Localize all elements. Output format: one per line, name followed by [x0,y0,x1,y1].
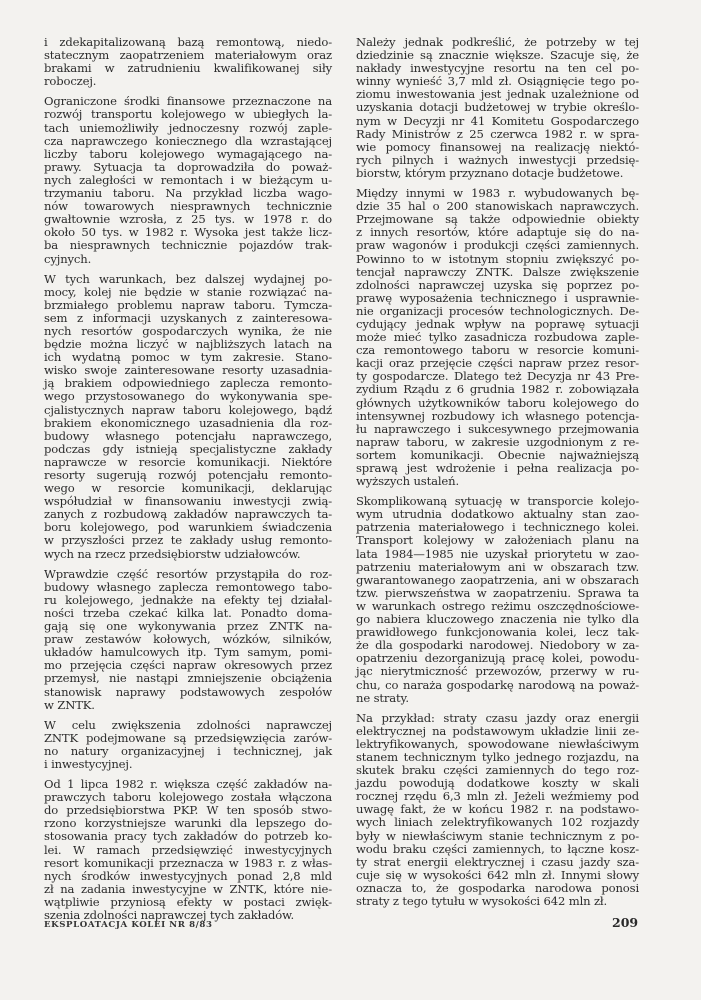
text-line: z innych resortów, które adaptuje się do na- [356,225,639,240]
text-line: budowy własnego zaplecza remontowego tabo- [44,579,332,594]
text-line: boru kolejowego, pod warunkiem świadczenia [44,520,332,535]
text-line: w ZNTK. [44,697,95,712]
text-line: wyższych ustaleń. [356,474,459,489]
text-line: stanowisk naprawy podstawowych zespołów [44,684,332,699]
text-line: napraw taboru, w zakresie uzgodnionym z re- [356,434,639,449]
text-line: prawę wyposażenia technicznego i usprawnie- [356,290,639,305]
text-line: w warunkach ostrego reżimu oszczędnościowe- [356,598,639,613]
text-line: sem z informacji uzyskanych z zainteresowa- [44,310,332,325]
text-line: dziedzinie są znacznie większe. Szacuje się, że [356,48,639,63]
text-line: Na przykład: straty czasu jazdy oraz energii [356,710,639,725]
text-line: zanych z rozbudową zakładów naprawczych ta- [44,507,332,522]
text-line: i zdekapitalizowaną bazą remontową, niedo- [44,35,332,49]
text-line: jazdu powodują dodatkowe koszty w skali [356,776,639,791]
text-line: no natury organizacyjnej i technicznej, jak [44,743,332,758]
right-column [356,36,639,915]
text-line: lata 1984—1985 nie uzyskał priorytetu w zao- [356,546,639,561]
text-line: oznacza to, że gospodarka narodowa ponosi [356,880,639,895]
text-line: przemysł, nie nastąpi zmniejszenie obciążenia [44,671,332,686]
text-line: cjalistycznych napraw taboru kolejowego, bądź [44,402,332,417]
text-line: podczas gdy istnieją specjalistyczne zakłady [44,441,332,456]
text-line: Od 1 lipca 1982 r. większa część zakładów na- [44,777,332,792]
text-line: rozwój transportu kolejowego w ubiegłych la- [44,107,332,122]
paragraph [44,778,332,922]
text-line: patrzenia materiałowego i technicznego kolei. [356,520,639,535]
text-line: Skomplikowaną sytuację w transporcie kolejo- [356,494,639,509]
text-line: głównych użytkowników taboru kolejowego do [356,395,639,410]
text-line: chu, co naraża gospodarkę narodową na poważ- [356,677,639,692]
text-line: zł na zadania inwestycyjne w ZNTK, które nie- [44,881,332,896]
text-line: nów towarowych niesprawnych technicznie [44,199,332,214]
paragraph [44,568,332,712]
text-line: Powinno to w istotnym stopniu zwiększyć po- [356,251,639,266]
text-line: intensywnej rozbudowy ich własnego potencja- [356,408,639,423]
text-line: ją brakiem odpowiedniego zaplecza remonto- [44,376,332,391]
text-line: prawy. Sytuacja ta doprowadziła do poważ- [44,159,332,174]
text-line: tencjał naprawczy ZNTK. Dalsze zwiększenie [356,264,639,279]
text-line: nych resortów gospodarczych wynika, że nie [44,323,332,338]
text-line: będzie można liczyć w najbliższych latach na [44,337,332,352]
paragraph [356,495,639,705]
text-line: Między innymi w 1983 r. wybudowanych bę- [356,186,639,201]
text-line: wie pomocy finansowej na realizację niektó- [356,139,639,154]
text-line: brzmiałego problemu napraw taboru. Tymcza- [44,297,332,312]
text-line: gwałtownie wzrosła, z 25 tys. w 1978 r. do [44,212,332,227]
text-line: Rady Ministrów z 25 czerwca 1982 r. w spra- [356,126,639,141]
text-line: lei. W ramach przedsięwzięć inwestycyjnych [44,842,332,857]
text-line: uwagę fakt, że w końcu 1982 r. na podstawo- [356,802,639,817]
text-line: cza naprawczego koniecznego dla wzrastającej [44,133,332,148]
text-line: trzymaniu taboru. Na przykład liczba wago- [44,186,332,201]
text-line: tzw. pierwszeństwa w zaopatrzeniu. Sprawa ta [356,585,639,600]
text-line: naprawcze w resorcie komunikacji. Niektóre [44,454,332,469]
text-line: sortem komunikacji. Obecnie najważniejszą [356,447,639,462]
text-line: nie organizacji procesów technologicznych. De- [356,303,639,318]
text-line: patrzeniu materiałowym ani w obszarach tzw. [356,559,639,574]
text-line: gwarantowanego zaopatrzenia, ani w obszarach [356,572,639,587]
text-line: wego przystosowanego do wykonywania spe- [44,389,332,404]
text-line: uzyskania dotacji budżetowej w trybie określo- [356,100,639,115]
text-line: Należy jednak podkreślić, że potrzeby w tej [356,35,639,49]
text-line: statecznym zaopatrzeniem materiałowym oraz [44,48,332,63]
text-line: jąc nierytmiczność przewozów, przerwy w ru- [356,664,639,679]
text-line: opatrzeniu dezorganizują pracę kolei, powodu- [356,651,639,666]
text-line: szenia zdolności naprawczej tych zakładów. [44,908,295,922]
text-line: stosowania pracy tych zakładów do potrzeb ko- [44,829,332,844]
text-line: roboczej. [44,74,97,89]
text-line: wisko swoje zainteresowane resorty uzasadnia- [44,363,332,378]
text-line: ru kolejowego, jednakże na efekty tej działal- [44,592,332,607]
text-line: nych zaległości w remontach i w bieżącym u- [44,172,332,187]
text-line: gają się one wykonywania przez ZNTK na- [44,619,332,634]
text-line: Transport kolejowy w założeniach planu na [356,533,639,548]
text-line: około 50 tys. w 1982 r. Wysoka jest także licz- [44,225,332,240]
text-line: cza remontowego taboru w resorcie komuni- [356,343,639,358]
text-line: i inwestycyjnej. [44,756,133,771]
text-line: liczby taboru kolejowego wymagającego na- [44,146,332,161]
text-line: że dla gospodarki narodowej. Niedobory w za- [356,638,639,653]
text-line: praw wagonów i produkcji części zamiennych. [356,238,639,253]
text-line: ności trzeba czekać kilka lat. Ponadto doma- [44,605,332,620]
text-line: cuje się w wysokości 642 mln zł. Innymi słowy [356,867,639,882]
text-line: wątpliwie przyniosą efekty w postaci zwięk- [44,894,332,909]
text-line: brakiem ekonomicznego uzasadnienia dla roz- [44,415,332,430]
text-line: cyjnych. [44,251,92,266]
text-line: tach uniemożliwiły jednoczesny rozwój zaple- [44,120,332,135]
journal-footer: EKSPLOATACJA KOLEI NR 8/83 [44,920,213,930]
text-line: ne straty. [356,690,409,705]
paragraph [356,187,639,488]
text-line: sprawą jest wdrożenie i pełna realizacja po- [356,461,639,475]
text-line: skutek braku części zamiennych do tego roz- [356,763,639,778]
text-line: go nabiera kluczowego znaczenia nie tylko dla [356,612,639,627]
text-line: wego w resorcie komunikacji, deklarując [44,481,332,496]
text-line: stanem technicznym tylko jednego rozjazdu, na [356,749,639,764]
page-number: 209 [612,915,639,930]
paragraph [44,36,332,88]
text-line: nym w Decyzji nr 41 Komitetu Gospodarczego [356,113,639,128]
text-line: wym utrudnia dodatkowo aktualny stan zao- [356,507,639,522]
text-line: układów hamulcowych itp. Tym samym, pomi- [44,645,332,660]
text-line: ty strat energii elektrycznej i czasu jazdy sza- [356,854,639,869]
text-line: straty z tego tytułu w wysokości 642 mln zł. [356,894,608,908]
text-line: praw zestawów kołowych, wózków, silników, [44,632,332,647]
text-line: nakłady inwestycyjne resortu na ten cel po- [356,61,639,76]
paragraph [44,273,332,561]
left-column [44,36,332,929]
text-line: resort komunikacji przeznacza w 1983 r. z włas- [44,855,332,870]
text-line: ich wydatną pomoc w tym zakresie. Stano- [44,350,332,365]
text-line: Ograniczone środki finansowe przeznaczone na [44,94,332,109]
paragraph [356,36,639,180]
text-line: dzie 35 hal o 200 stanowiskach naprawczych. [356,199,639,214]
text-line: budowy własnego potencjału naprawczego, [44,428,332,443]
text-line: cydujący jednak wpływ na poprawę sytuacji [356,316,639,331]
paragraph [44,95,332,265]
text-line: lektryfikowanych, spowodowane niewłaściwym [356,736,639,751]
text-line: mo przejęcia części napraw okresowych przez [44,658,332,673]
text-line: resorty sugerują rozwój potencjału remonto- [44,468,332,482]
text-line: wodu braku części zamiennych, to łączne kosz- [356,841,639,856]
text-line: rocznej rzędu 6,3 mln zł. Jeżeli weźmiemy pod [356,789,639,804]
text-line: ZNTK podejmowane są przedsięwzięcia zarów- [44,730,332,745]
text-line: ty gospodarcze. Dlatego też Decyzja nr 43 Pre- [356,369,639,384]
text-line: ziomu inwestowania jest jednak uzależnione od [356,87,639,102]
text-line: rzono korzystniejsze warunki dla lepszego do- [44,816,332,831]
text-line: może mieć tylko zasadnicza rozbudowa zaple- [356,330,639,345]
text-line: łu naprawczego i sukcesywnego przejmowania [356,421,639,436]
text-line: winny wynieść 3,7 mld zł. Osiągnięcie tego po- [356,74,639,89]
text-line: współudział w finansowaniu inwestycji zwią- [44,494,332,509]
text-line: ba niesprawnych technicznie pojazdów trak- [44,238,332,253]
text-line: brakami w zatrudnieniu kwalifikowanej siły [44,61,332,76]
text-line: W celu zwiększenia zdolności naprawczej [44,717,332,732]
text-line: Wprawdzie część resortów przystąpiła do roz- [44,566,332,581]
text-line: biorstw, którym przyznano dotacje budżetowe. [356,165,624,180]
text-line: elektrycznej na podstawowym układzie linii ze- [356,723,639,738]
text-line: do przedsiębiorstwa PKP. W ten sposób stwo- [44,803,332,818]
text-line: W tych warunkach, bez dalszej wydajnej po- [44,271,332,286]
text-line: wych na rzecz przedsiębiorstw udziałowców. [44,546,301,561]
text-line: zdolności naprawczej uzyska się poprzez po- [356,277,639,292]
text-line: były w niewłaściwym stanie technicznym z po- [356,828,639,843]
text-line: prawczych taboru kolejowego została włączona [44,790,332,805]
text-line: prawidłowego funkcjonowania kolei, lecz tak- [356,625,639,640]
text-line: rych pilnych i ważnych inwestycji przedsię- [356,152,639,167]
paragraph [44,719,332,771]
text-line: zydium Rządu z 6 grudnia 1982 r. zobowiązała [356,382,639,397]
text-line: mocy, kolej nie będzie w stanie rozwiązać na- [44,284,332,299]
text-line: nych środków inwestycyjnych ponad 2,8 mld [44,868,332,883]
paragraph [356,712,639,908]
text-line: w przyszłości przez te zakłady usług remonto- [44,533,332,548]
text-line: kacji oraz przejęcie części napraw przez resor- [356,356,639,371]
text-line: wych liniach zelektryfikowanych 102 rozjazdy [356,815,639,830]
text-line: Przejmowane są także odpowiednie obiekty [356,212,639,227]
